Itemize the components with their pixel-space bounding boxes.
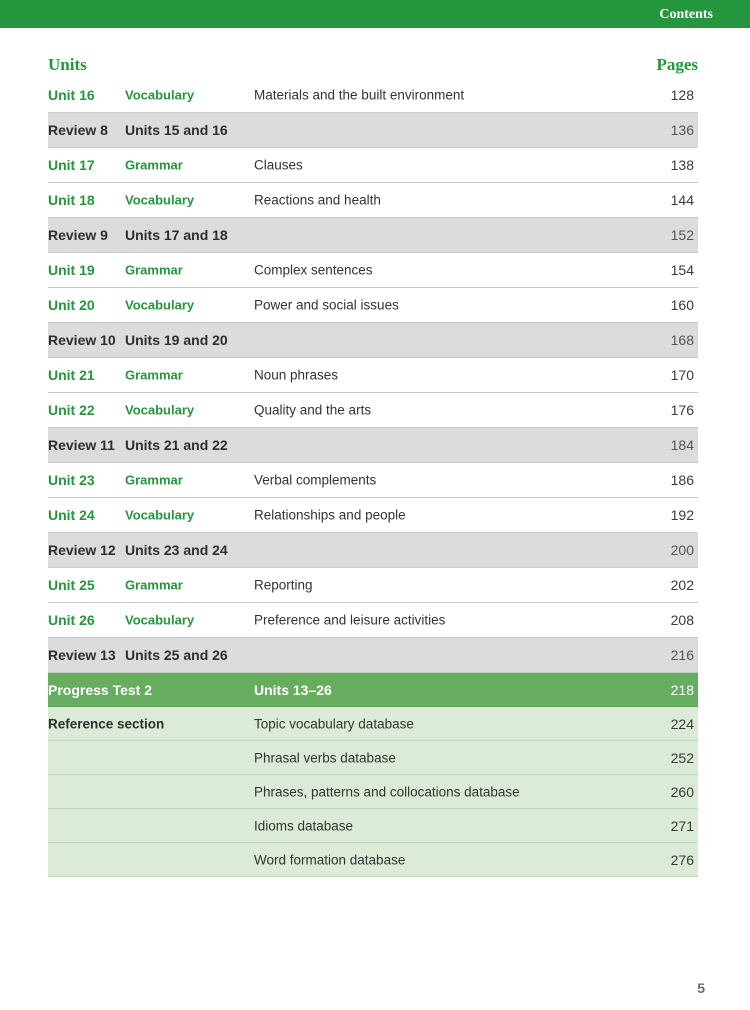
toc-row-reference-topic-vocabulary[interactable] bbox=[48, 707, 698, 741]
unit-type: Grammar bbox=[125, 472, 183, 488]
page-number: 276 bbox=[670, 851, 694, 868]
toc-row-review-13[interactable] bbox=[48, 638, 698, 673]
page-number: 192 bbox=[670, 507, 694, 523]
pages-column-heading: Pages bbox=[656, 55, 698, 74]
page-number: 216 bbox=[670, 647, 694, 663]
unit-type: Vocabulary bbox=[125, 297, 195, 313]
page-number: 176 bbox=[670, 402, 694, 418]
reference-topic: Phrases, patterns and collocations database bbox=[254, 784, 520, 799]
units-column-heading: Units bbox=[48, 55, 87, 74]
page-number: 252 bbox=[670, 749, 694, 766]
toc-row-unit-22[interactable] bbox=[48, 393, 698, 428]
unit-type: Vocabulary bbox=[125, 192, 195, 208]
page-title: Contents bbox=[659, 7, 713, 22]
progress-test-label: Progress Test 2 bbox=[48, 681, 153, 698]
unit-topic: Reporting bbox=[254, 577, 313, 593]
page-number: 186 bbox=[670, 472, 694, 488]
unit-topic: Verbal complements bbox=[254, 472, 377, 488]
reference-topic: Phrasal verbs database bbox=[254, 750, 396, 765]
page-number: 271 bbox=[670, 817, 694, 834]
page-number: 168 bbox=[670, 332, 694, 348]
reference-topic: Topic vocabulary database bbox=[254, 716, 414, 731]
toc-row-reference-phrasal-verbs[interactable] bbox=[48, 741, 698, 775]
unit-topic: Relationships and people bbox=[254, 507, 406, 523]
page-number: 128 bbox=[670, 87, 694, 103]
toc-row-unit-21[interactable] bbox=[48, 358, 698, 393]
toc-row-review-10[interactable] bbox=[48, 323, 698, 358]
unit-type: Grammar bbox=[125, 577, 183, 593]
page-number: 260 bbox=[670, 783, 694, 800]
unit-topic: Clauses bbox=[254, 157, 303, 173]
page-number: 208 bbox=[670, 612, 694, 628]
page-number: 184 bbox=[670, 437, 694, 453]
toc-row-review-11[interactable] bbox=[48, 428, 698, 463]
page-footer-number: 5 bbox=[697, 980, 705, 996]
review-units: Units 25 and 26 bbox=[125, 647, 228, 663]
review-units: Units 23 and 24 bbox=[125, 542, 228, 558]
unit-number: Unit 21 bbox=[48, 367, 95, 383]
unit-number: Unit 17 bbox=[48, 157, 95, 173]
unit-type: Grammar bbox=[125, 157, 183, 173]
unit-topic: Quality and the arts bbox=[254, 402, 372, 418]
unit-type: Vocabulary bbox=[125, 612, 195, 628]
unit-topic: Reactions and health bbox=[254, 192, 381, 208]
toc-row-reference-idioms[interactable] bbox=[48, 809, 698, 843]
unit-topic: Complex sentences bbox=[254, 262, 373, 278]
reference-section-label: Reference section bbox=[48, 716, 165, 731]
unit-number: Unit 16 bbox=[48, 87, 95, 103]
page-number: 136 bbox=[670, 122, 694, 138]
toc-row-reference-phrases[interactable] bbox=[48, 775, 698, 809]
toc-row-reference-word-formation[interactable] bbox=[48, 843, 698, 877]
toc-row-unit-23[interactable] bbox=[48, 463, 698, 498]
page-number: 218 bbox=[670, 681, 694, 698]
toc-row-review-9[interactable] bbox=[48, 218, 698, 253]
page-number: 200 bbox=[670, 542, 694, 558]
toc-row-unit-24[interactable] bbox=[48, 498, 698, 533]
page-number: 138 bbox=[670, 157, 694, 173]
toc-row-review-12[interactable] bbox=[48, 533, 698, 568]
page-number: 160 bbox=[670, 297, 694, 313]
review-units: Units 17 and 18 bbox=[125, 227, 228, 243]
page-number: 152 bbox=[670, 227, 694, 243]
unit-number: Unit 26 bbox=[48, 612, 95, 628]
page-number: 144 bbox=[670, 192, 694, 208]
header-bar bbox=[0, 0, 750, 28]
unit-number: Unit 25 bbox=[48, 577, 95, 593]
unit-topic: Noun phrases bbox=[254, 367, 339, 383]
table-of-contents bbox=[48, 78, 698, 877]
unit-number: Unit 22 bbox=[48, 402, 95, 418]
page-number: 202 bbox=[670, 577, 694, 593]
review-label: Review 12 bbox=[48, 542, 116, 558]
review-label: Review 8 bbox=[48, 122, 108, 138]
toc-row-unit-17[interactable] bbox=[48, 148, 698, 183]
progress-test-units: Units 13–26 bbox=[254, 681, 332, 698]
reference-topic: Idioms database bbox=[254, 818, 354, 833]
unit-number: Unit 24 bbox=[48, 507, 95, 523]
review-label: Review 9 bbox=[48, 227, 108, 243]
toc-row-unit-25[interactable] bbox=[48, 568, 698, 603]
unit-type: Grammar bbox=[125, 367, 183, 383]
toc-row-unit-18[interactable] bbox=[48, 183, 698, 218]
unit-type: Vocabulary bbox=[125, 507, 195, 523]
unit-number: Unit 18 bbox=[48, 192, 95, 208]
toc-row-unit-19[interactable] bbox=[48, 253, 698, 288]
unit-type: Grammar bbox=[125, 262, 183, 278]
page-number: 170 bbox=[670, 367, 694, 383]
toc-row-unit-16[interactable] bbox=[48, 78, 698, 113]
toc-row-progress-test[interactable] bbox=[48, 673, 698, 707]
unit-type: Vocabulary bbox=[125, 402, 195, 418]
unit-topic: Power and social issues bbox=[254, 297, 399, 313]
review-label: Review 11 bbox=[48, 437, 115, 453]
page-number: 224 bbox=[670, 715, 694, 732]
unit-number: Unit 23 bbox=[48, 472, 95, 488]
toc-row-unit-20[interactable] bbox=[48, 288, 698, 323]
unit-topic: Preference and leisure activities bbox=[254, 612, 446, 628]
review-units: Units 19 and 20 bbox=[125, 332, 228, 348]
page-number: 154 bbox=[670, 262, 694, 278]
unit-number: Unit 20 bbox=[48, 297, 95, 313]
unit-topic: Materials and the built environment bbox=[254, 87, 465, 103]
review-units: Units 21 and 22 bbox=[125, 437, 228, 453]
review-label: Review 13 bbox=[48, 647, 116, 663]
toc-row-unit-26[interactable] bbox=[48, 603, 698, 638]
reference-topic: Word formation database bbox=[254, 852, 406, 867]
unit-number: Unit 19 bbox=[48, 262, 95, 278]
review-label: Review 10 bbox=[48, 332, 116, 348]
unit-type: Vocabulary bbox=[125, 87, 195, 103]
toc-row-review-8[interactable] bbox=[48, 113, 698, 148]
review-units: Units 15 and 16 bbox=[125, 122, 228, 138]
